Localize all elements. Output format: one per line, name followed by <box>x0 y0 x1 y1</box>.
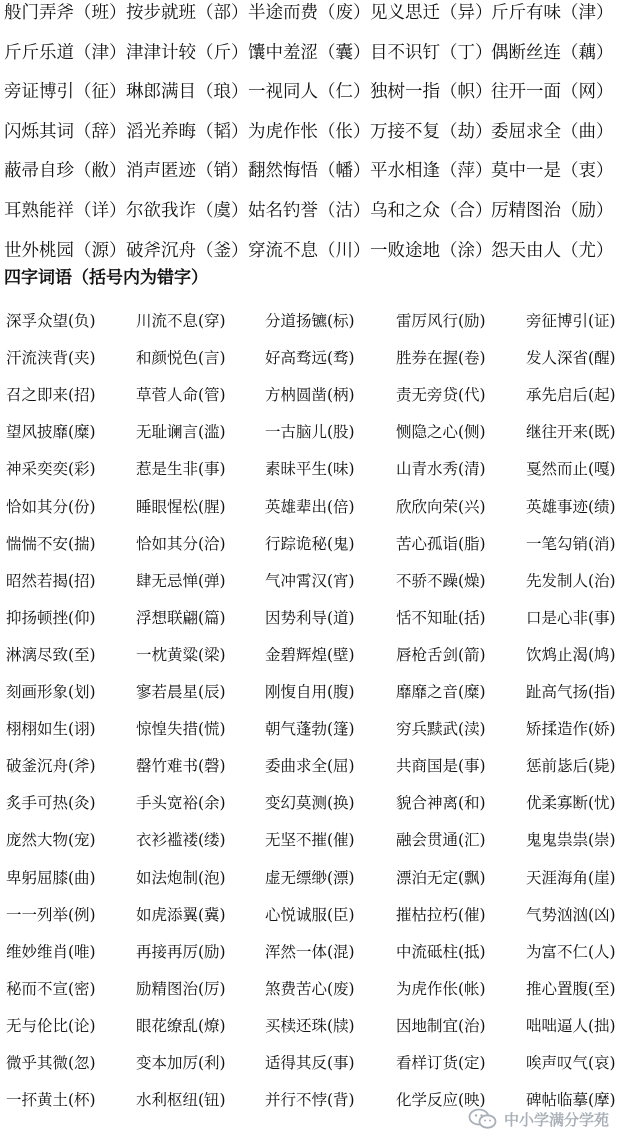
word-cell: 和颜悦色(言) <box>136 349 226 368</box>
word-cell: 心悦诚服(臣) <box>265 905 355 924</box>
word-cell: 抑扬顿挫(仰) <box>6 608 96 627</box>
word-row <box>0 496 640 532</box>
word-cell: 淋漓尽致(至) <box>6 645 96 664</box>
idiom-cell: 琳郎满目（琅） <box>126 82 249 103</box>
word-cell: 中流砥柱(抵) <box>396 942 486 961</box>
word-cell: 肆无忌惮(弹) <box>136 571 226 590</box>
word-cell: 好高骛远(骛) <box>265 349 355 368</box>
word-cell: 靡靡之音(糜) <box>396 683 486 701</box>
word-cell: 责无旁贷(代) <box>396 386 486 405</box>
idiom-cell: 闪烁其词（辞） <box>4 121 127 142</box>
word-cell: 共商国是(事) <box>396 757 486 776</box>
word-row <box>0 347 640 383</box>
word-cell: 望风披靡(糜) <box>6 423 96 442</box>
top-row <box>0 80 640 120</box>
word-cell: 推心置腹(至) <box>526 979 616 998</box>
word-cell: 化学反应(映) <box>396 1091 486 1110</box>
word-cell: 咄咄逼人(拙) <box>526 1016 616 1035</box>
word-cell: 英雄辈出(倍) <box>265 497 355 516</box>
word-cell: 饮鸩止渴(鸠) <box>526 645 616 664</box>
word-cell: 深孚众望(负) <box>6 312 96 330</box>
word-cell: 买椟还珠(牍) <box>265 1016 355 1035</box>
idiom-cell: 委屈求全（曲） <box>491 121 614 142</box>
top-row <box>0 41 640 81</box>
idiom-cell: 穿流不息（川） <box>248 240 371 261</box>
word-cell: 无与伦比(论) <box>6 1016 96 1035</box>
word-cell: 朝气蓬勃(篷) <box>265 720 355 739</box>
word-cell: 素昧平生(味) <box>265 460 355 479</box>
word-cell: 分道扬镳(标) <box>265 312 355 330</box>
word-cell: 并行不悖(背) <box>265 1091 355 1110</box>
idiom-cell: 旁证博引（征） <box>4 82 127 103</box>
idiom-cell: 见义思迁（异） <box>370 3 493 23</box>
top-row <box>0 120 640 160</box>
word-cell: 口是心非(事) <box>526 608 616 627</box>
word-cell: 煞费苦心(废) <box>265 979 355 998</box>
word-row <box>0 1015 640 1051</box>
word-cell: 碑帖临摹(摩) <box>526 1091 616 1110</box>
idiom-cell: 偶断丝连（藕） <box>491 42 614 63</box>
word-cell: 矫揉造作(娇) <box>526 720 616 739</box>
word-cell: 一笔勾销(消) <box>526 534 616 553</box>
word-row <box>0 533 640 569</box>
word-cell: 继往开来(既) <box>526 423 616 442</box>
word-cell: 唉声叹气(哀) <box>526 1054 616 1072</box>
word-cell: 穷兵黩武(渎) <box>396 720 486 739</box>
word-cell: 炙手可热(灸) <box>6 794 96 813</box>
word-row <box>0 941 640 977</box>
top-row <box>0 199 640 239</box>
word-cell: 惹是生非(事) <box>136 460 226 479</box>
idiom-cell: 莫中一是（衷） <box>491 161 614 182</box>
idiom-cell: 破斧沉舟（釜） <box>126 240 249 261</box>
watermark-text: 中小学满分学苑 <box>504 1110 610 1129</box>
word-cell: 睡眼惺松(腥) <box>136 497 226 516</box>
word-row <box>0 867 640 903</box>
word-cell: 戛然而止(嘎) <box>526 460 616 479</box>
word-cell: 唇枪舌剑(箭) <box>396 645 486 664</box>
word-cell: 为富不仁(人) <box>526 942 616 961</box>
idiom-cell: 耳熟能祥（详） <box>4 201 127 221</box>
word-cell: 微乎其微(忽) <box>6 1054 96 1072</box>
word-row <box>0 607 640 643</box>
top-row <box>0 1 640 41</box>
word-cell: 恬不知耻(括) <box>396 608 486 627</box>
word-cell: 发人深省(醒) <box>526 349 616 368</box>
word-row <box>0 421 640 457</box>
word-cell: 草菅人命(管) <box>136 386 226 405</box>
word-cell: 变幻莫测(换) <box>265 794 355 813</box>
word-cell: 委曲求全(屈) <box>265 757 355 776</box>
word-row <box>0 978 640 1014</box>
idiom-cell: 斤斤乐道（津） <box>4 42 127 63</box>
idiom-cell: 怨天由人（尤） <box>491 240 614 261</box>
word-row <box>0 644 640 680</box>
word-cell: 变本加厉(利) <box>136 1054 226 1072</box>
word-row <box>0 792 640 828</box>
word-cell: 趾高气扬(指) <box>526 683 616 701</box>
word-cell: 恰如其分(洽) <box>136 534 226 553</box>
idiom-cell: 尔欲我诈（虞） <box>126 201 249 221</box>
word-cell: 汗流浃背(夹) <box>6 349 96 368</box>
idiom-cell: 般门弄斧（班） <box>4 3 127 23</box>
idiom-cell: 斤斤有味（津） <box>491 3 614 23</box>
word-cell: 融会贯通(汇) <box>396 831 486 850</box>
word-cell: 衣衫褴褛(缕) <box>136 831 226 850</box>
word-cell: 惊惶失措(慌) <box>136 720 226 739</box>
word-cell: 不骄不躁(燥) <box>396 571 486 590</box>
idiom-cell: 为虎作怅（伥） <box>248 121 371 142</box>
word-row <box>0 904 640 940</box>
idiom-cell: 津津计较（斤） <box>126 42 249 63</box>
idiom-cell: 姑名钓誉（沽） <box>248 201 371 221</box>
word-cell: 英雄事迹(绩) <box>526 497 616 516</box>
word-cell: 惴惴不安(揣) <box>6 534 96 553</box>
idiom-cell: 平水相逢（萍） <box>370 161 493 182</box>
word-cell: 恰如其分(份) <box>6 497 96 516</box>
word-cell: 一抔黄土(杯) <box>6 1091 96 1110</box>
watermark <box>468 1104 636 1134</box>
word-cell: 一一列举(例) <box>6 905 96 924</box>
idiom-cell: 万接不复（劫） <box>370 121 493 142</box>
word-cell: 如虎添翼(冀) <box>136 905 226 924</box>
word-cell: 摧枯拉朽(催) <box>396 905 486 924</box>
idiom-cell: 滔光养晦（韬） <box>126 121 249 142</box>
idiom-cell: 乌和之众（合） <box>370 201 493 221</box>
word-cell: 一枕黄粱(梁) <box>136 645 226 664</box>
word-cell: 寥若晨星(辰) <box>136 683 226 701</box>
word-cell: 神采奕奕(彩) <box>6 460 96 479</box>
top-row <box>0 159 640 199</box>
word-cell: 苦心孤诣(脂) <box>396 534 486 553</box>
word-cell: 无坚不摧(催) <box>265 831 355 850</box>
idiom-cell: 世外桃园（源） <box>4 240 127 261</box>
word-row <box>0 570 640 606</box>
idiom-cell: 半途而费（废） <box>248 3 371 23</box>
word-cell: 卑躬屈膝(曲) <box>6 868 96 887</box>
word-cell: 维妙维肖(唯) <box>6 942 96 961</box>
word-cell: 适得其反(事) <box>265 1054 355 1072</box>
word-cell: 刻画形象(划) <box>6 683 96 701</box>
word-cell: 先发制人(治) <box>526 571 616 590</box>
word-cell: 气冲霄汉(宵) <box>265 571 355 590</box>
idiom-cell: 一败途地（涂） <box>370 240 493 261</box>
word-cell: 庞然大物(宠) <box>6 831 96 850</box>
word-cell: 虚无缥缈(漂) <box>265 868 355 887</box>
word-cell: 鬼鬼祟祟(崇) <box>526 831 616 850</box>
word-cell: 罄竹难书(磬) <box>136 757 226 776</box>
idiom-cell: 翻然悔悟（幡） <box>248 161 371 182</box>
idiom-cell: 按步就班（部） <box>126 3 249 23</box>
word-cell: 胜券在握(卷) <box>396 349 486 368</box>
word-cell: 因势利导(道) <box>265 608 355 627</box>
word-cell: 水利枢纽(钮) <box>136 1091 226 1110</box>
idiom-cell: 厉精图治（励） <box>491 201 614 221</box>
word-cell: 气势汹汹(凶) <box>526 905 616 924</box>
word-cell: 优柔寡断(忧) <box>526 794 616 813</box>
word-cell: 刚愎自用(腹) <box>265 683 355 701</box>
word-cell: 昭然若揭(招) <box>6 571 96 590</box>
word-cell: 破釜沉舟(斧) <box>6 757 96 776</box>
idiom-cell: 往开一面（网） <box>491 82 614 103</box>
word-cell: 貌合神离(和) <box>396 794 486 813</box>
idiom-cell: 蔽帚自珍（敝） <box>4 161 127 182</box>
word-cell: 天涯海角(崖) <box>526 868 616 887</box>
word-cell: 励精图治(厉) <box>136 979 226 998</box>
idiom-cell: 一视同人（仁） <box>248 82 371 103</box>
word-cell: 恻隐之心(侧) <box>396 423 486 442</box>
word-cell: 行踪诡秘(鬼) <box>265 534 355 553</box>
word-cell: 眼花缭乱(燎) <box>136 1016 226 1035</box>
word-cell: 再接再厉(励) <box>136 942 226 961</box>
idiom-cell: 消声匿迹（销） <box>126 161 249 182</box>
word-cell: 旁征博引(证) <box>526 312 616 330</box>
section-title: 四字词语（括号内为错字） <box>4 268 208 288</box>
word-row <box>0 384 640 420</box>
word-cell: 欣欣向荣(兴) <box>396 497 486 516</box>
word-row <box>0 718 640 754</box>
word-cell: 方枘圆凿(柄) <box>265 386 355 405</box>
word-cell: 川流不息(穿) <box>136 312 226 330</box>
word-cell: 如法炮制(泡) <box>136 868 226 887</box>
word-cell: 看样订货(定) <box>396 1054 486 1072</box>
word-row <box>0 458 640 494</box>
word-row <box>0 755 640 791</box>
idiom-cell: 独树一指（帜） <box>370 82 493 103</box>
word-cell: 无耻谰言(滥) <box>136 423 226 442</box>
idiom-cell: 目不识钉（丁） <box>370 42 493 63</box>
word-cell: 栩栩如生(诩) <box>6 720 96 739</box>
word-row <box>0 1052 640 1088</box>
word-cell: 山青水秀(清) <box>396 460 486 479</box>
word-row <box>0 681 640 717</box>
word-cell: 惩前毖后(毙) <box>526 757 616 776</box>
word-cell: 秘而不宣(密) <box>6 979 96 998</box>
word-cell: 浮想联翩(篇) <box>136 608 226 627</box>
word-cell: 一古脑儿(股) <box>265 423 355 442</box>
word-cell: 漂泊无定(飘) <box>396 868 486 887</box>
word-cell: 金碧辉煌(壁) <box>265 645 355 664</box>
word-cell: 手头宽裕(余) <box>136 794 226 813</box>
word-row <box>0 310 640 346</box>
word-cell: 召之即来(招) <box>6 386 96 405</box>
word-cell: 承先启后(起) <box>526 386 616 405</box>
word-cell: 因地制宜(治) <box>396 1016 486 1035</box>
wechat-icon <box>468 1107 498 1131</box>
word-cell: 浑然一体(混) <box>265 942 355 961</box>
word-cell: 雷厉风行(励) <box>396 312 486 330</box>
word-cell: 为虎作伥(帐) <box>396 979 486 998</box>
word-row <box>0 829 640 865</box>
idiom-cell: 馕中羞涩（囊） <box>248 42 371 63</box>
